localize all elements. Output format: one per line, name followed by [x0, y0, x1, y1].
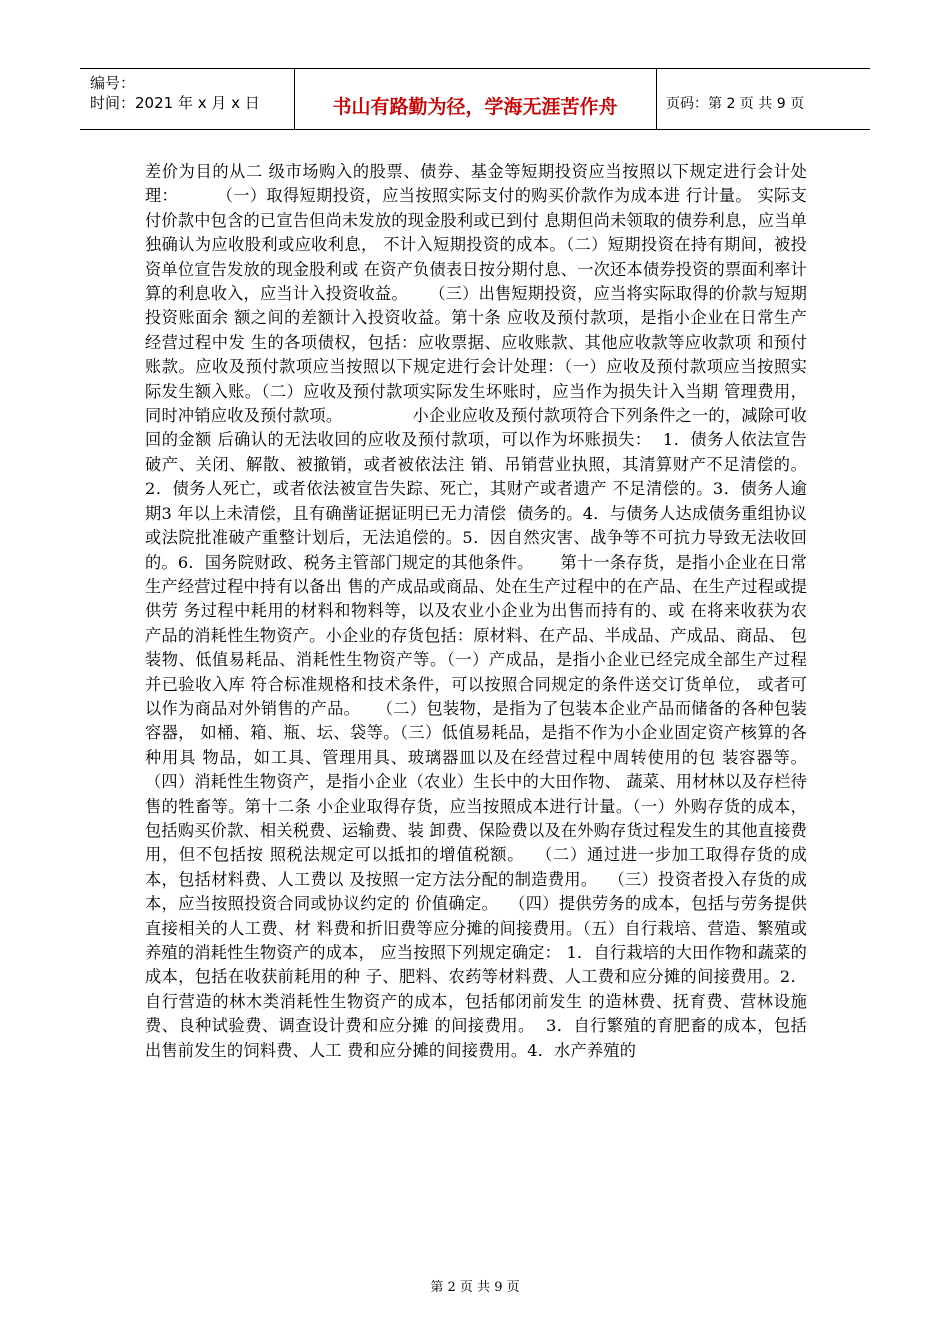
serial-number-label: 编号： [90, 74, 136, 92]
header-top-rule [80, 68, 870, 69]
page-header [80, 62, 870, 132]
document-body-text: 差价为目的从二 级市场购入的股票、债券、基金等短期投资应当按照以下规定进行会计处理： （一）取得短期投资，应当按照实际支付的购买价款作为成本进 行计量。 实际支付价款中包含的已宣告但尚未发放的现金股利或已到付 息期但尚未领取的债券利息，应当单独确认为应收股利或应收利息， 不计入短期投资的成本。（二）短期投资在持有期间，被投资单位宣告发放的现金股利或 在资产负债表日按分期付息、一次还本债券投资的票面利率计算的利息收入，应当计入投资收益。 （三）出售短期投资，应当将实际取得的价款与短期投资账面余 额之间的差额计入投资收益。第十条 应收及预付款项，是指小企业在日常生产经营过程中发 生的各项债权，包括：应收票据、应收账款、其他应收款等应收款项 和预付账款。应收及预付款项应当按照以下规定进行会计处理：（一）应收及预付款项应当按照实际发生额入账。（二）应收及预付款项实际发生坏账时，应当作为损失计入当期 管理费用，同时冲销应收及预付款项。 小企业应收及预付款项符合下列条件之一的，减除可收回的金额 后确认的无法收回的应收及预付款项，可以作为坏账损失： 1．债务人依法宣告破产、关闭、解散、被撤销，或者被依法注 销、吊销营业执照，其清算财产不足清偿的。2．债务人死亡，或者依法被宣告失踪、死亡，其财产或者遗产 不足清偿的。3．债务人逾期3 年以上未清偿，且有确凿证据证明已无力清偿 债务的。4．与债务人达成债务重组协议或法院批准破产重整计划后，无法追偿的。5．因自然灾害、战争等不可抗力导致无法收回的。6．国务院财政、税务主管部门规定的其他条件。 第十一条存货，是指小企业在日常生产经营过程中持有以备出 售的产成品或商品、处在生产过程中的在产品、在生产过程或提供劳 务过程中耗用的材料和物料等，以及农业小企业为出售而持有的、或 在将来收获为农产品的消耗性生物资产。小企业的存货包括：原材料、在产品、半成品、产成品、商品、 包装物、低值易耗品、消耗性生物资产等。（一）产成品，是指小企业已经完成全部生产过程并已验收入库 符合标准规格和技术条件，可以按照合同规定的条件送交订货单位， 或者可以作为商品对外销售的产品。 （二）包装物，是指为了包装本企业产品而储备的各种包装容器， 如桶、箱、瓶、坛、袋等。（三）低值易耗品，是指不作为小企业固定资产核算的各种用具 物品，如工具、管理用具、玻璃器皿以及在经营过程中周转使用的包 装容器等。（四）消耗性生物资产，是指小企业（农业）生长中的大田作物、 蔬菜、用材林以及存栏待售的牲畜等。第十二条 小企业取得存货，应当按照成本进行计量。（一）外购存货的成本，包括购买价款、相关税费、运输费、装 卸费、保险费以及在外购存货过程发生的其他直接费用，但不包括按 照税法规定可以抵扣的增值税额。 （二）通过进一步加工取得存货的成本，包括材料费、人工费以 及按照一定方法分配的制造费用。 （三）投资者投入存货的成本，应当按照投资合同或协议约定的 价值确定。 （四）提供劳务的成本，包括与劳务提供直接相关的人工费、材 料费和折旧费等应分摊的间接费用。（五）自行栽培、营造、繁殖或养殖的消耗性生物资产的成本， 应当按照下列规定确定： 1．自行栽培的大田作物和蔬菜的成本，包括在收获前耗用的种 子、肥料、农药等材料费、人工费和应分摊的间接费用。2．自行营造的林木类消耗性生物资产的成本，包括郁闭前发生 的造林费、抚育费、营林设施费、良种试验费、调查设计费和应分摊 的间接费用。 3．自行繁殖的育肥畜的成本，包括出售前发生的饲料费、人工 费和应分摊的间接费用。4．水产养殖的 [145, 162, 807, 1060]
time-label: 时间：2021 年 x 月 x 日 [90, 94, 260, 112]
header-motto: 书山有路勤为径，学海无涯苦作舟 [332, 96, 618, 118]
header-bottom-rule [80, 129, 870, 130]
header-page-info: 页码：第 2 页 共 9 页 [666, 96, 805, 112]
header-divider-right [656, 68, 657, 129]
page-footer: 第 2 页 共 9 页 [430, 1280, 520, 1295]
